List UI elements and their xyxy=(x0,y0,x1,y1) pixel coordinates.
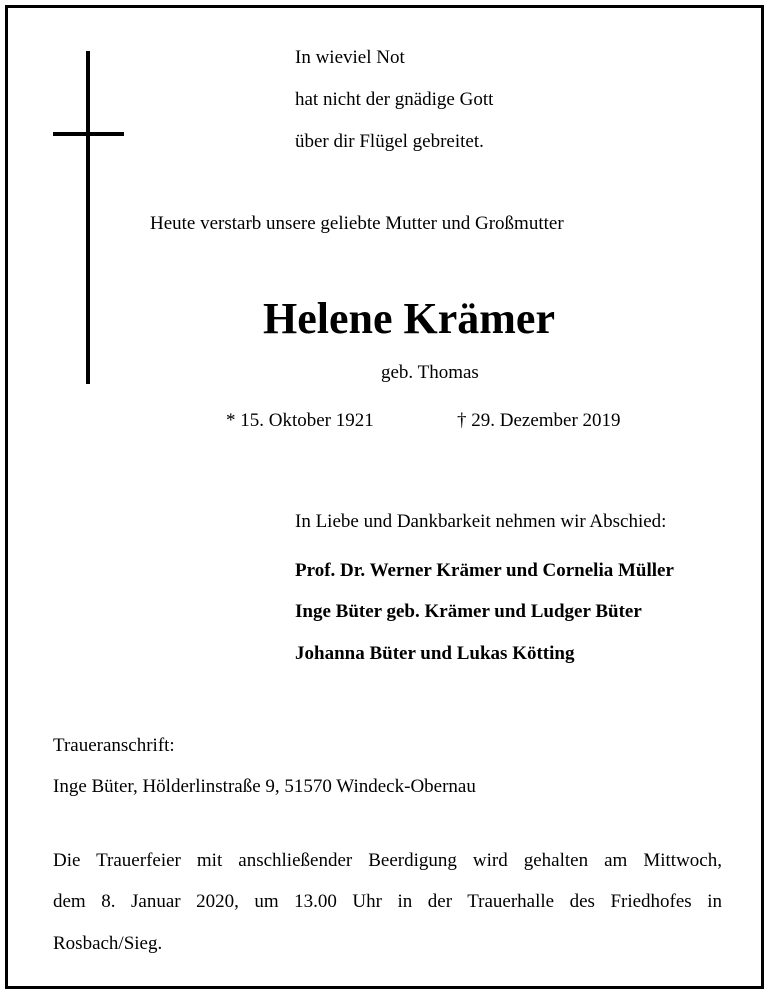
deceased-name: Helene Krämer xyxy=(263,294,555,343)
funeral-line-2: dem 8. Januar 2020, um 13.00 Uhr in der Trauerhalle des Friedhofes in xyxy=(53,891,722,912)
announcement: Heute verstarb unsere geliebte Mutter und Großmutter xyxy=(150,213,564,234)
maiden-name: geb. Thomas xyxy=(381,362,479,383)
cross-icon-bar xyxy=(53,132,124,136)
funeral-line-1: Die Trauerfeier mit anschließender Beerdigung wird gehalten am Mittwoch, xyxy=(53,850,722,871)
verse-line-3: über dir Flügel gebreitet. xyxy=(295,131,484,152)
birth-date: * 15. Oktober 1921 xyxy=(226,410,374,431)
verse-line-2: hat nicht der gnädige Gott xyxy=(295,89,494,110)
death-date: † 29. Dezember 2019 xyxy=(457,410,621,431)
funeral-line-3: Rosbach/Sieg. xyxy=(53,933,163,954)
address-value: Inge Büter, Hölderlinstraße 9, 51570 Windeck-Obernau xyxy=(53,776,476,797)
mourner: Johanna Büter und Lukas Kötting xyxy=(295,643,575,664)
cross-icon xyxy=(86,51,90,384)
farewell-intro: In Liebe und Dankbarkeit nehmen wir Abschied: xyxy=(295,511,667,532)
mourner: Inge Büter geb. Krämer und Ludger Büter xyxy=(295,601,642,622)
mourner: Prof. Dr. Werner Krämer und Cornelia Müller xyxy=(295,560,674,581)
address-label: Traueranschrift: xyxy=(53,735,175,756)
verse-line-1: In wieviel Not xyxy=(295,47,405,68)
